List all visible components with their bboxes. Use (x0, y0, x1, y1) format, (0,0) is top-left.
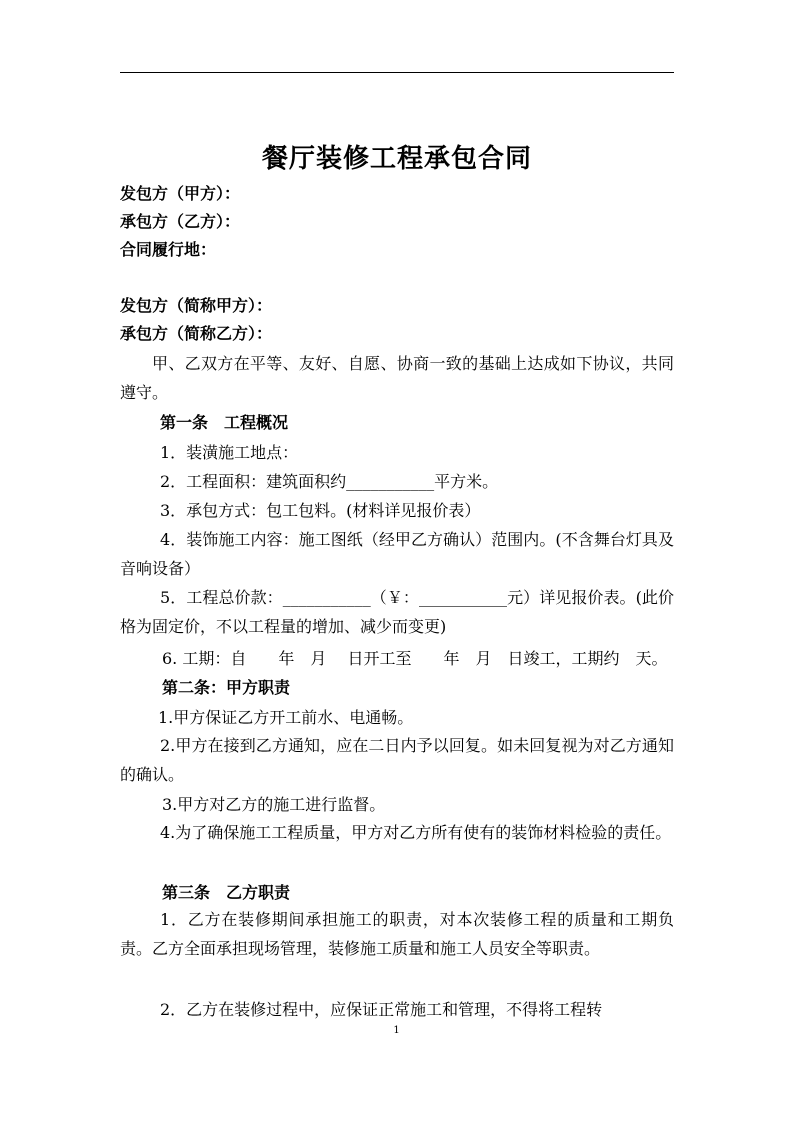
article-2-item: 3.甲方对乙方的施工进行监督。 (162, 795, 386, 814)
article-1-heading: 第一条 工程概况 (160, 413, 289, 432)
article-1-item: 4．装饰施工内容：施工图纸（经甲乙方确认）范围内。(不含舞台灯具及音响设备） (120, 530, 674, 578)
employer-short-line: 发包方（简称甲方）： (120, 296, 273, 315)
article-3-item: 1．乙方在装修期间承担施工的职责，对本次装修工程的质量和工期负责。乙方全面承担现场管理，装修施工质量和施工人员安全等职责。 (120, 910, 674, 958)
intro-paragraph: 甲、乙双方在平等、友好、自愿、协商一致的基础上达成如下协议，共同遵守。 (120, 354, 674, 402)
article-3-heading: 第三条 乙方职责 (162, 883, 291, 902)
header-rule (120, 72, 674, 73)
article-2-item: 2.甲方在接到乙方通知，应在二日内予以回复。如未回复视为对乙方通知的确认。 (120, 736, 674, 784)
article-2-item: 1.甲方保证乙方开工前水、电通畅。 (158, 708, 414, 727)
article-1-item: 5．工程总价款：___________（￥：___________元）详见报价表。(此价格为固定价，不以工程量的增加、减少而变更) (120, 588, 674, 636)
article-1-item: 1．装潢施工地点： (160, 443, 299, 462)
article-2-item: 4.为了确保施工工程质量，甲方对乙方所有使有的装饰材料检验的责任。 (160, 823, 672, 842)
contractor-line: 承包方（乙方）： (120, 212, 241, 231)
article-2-heading: 第二条：甲方职责 (162, 678, 291, 697)
page-number: 1 (393, 1025, 400, 1036)
article-1-item: 3．承包方式：包工包料。(材料详见报价表） (160, 501, 481, 520)
article-3-item: 2．乙方在装修过程中，应保证正常施工和管理，不得将工程转 (160, 1000, 603, 1019)
article-1-item: 6. 工期：自 年 月 日开工至 年 月 日竣工，工期约 天。 (162, 649, 668, 668)
contractor-short-line: 承包方（简称乙方）： (120, 324, 273, 343)
performance-place-line: 合同履行地： (120, 240, 217, 259)
employer-line: 发包方（甲方）： (120, 184, 241, 203)
contract-title: 餐厅装修工程承包合同 (261, 144, 532, 174)
article-1-item: 2．工程面积：建筑面积约___________平方米。 (160, 472, 499, 491)
